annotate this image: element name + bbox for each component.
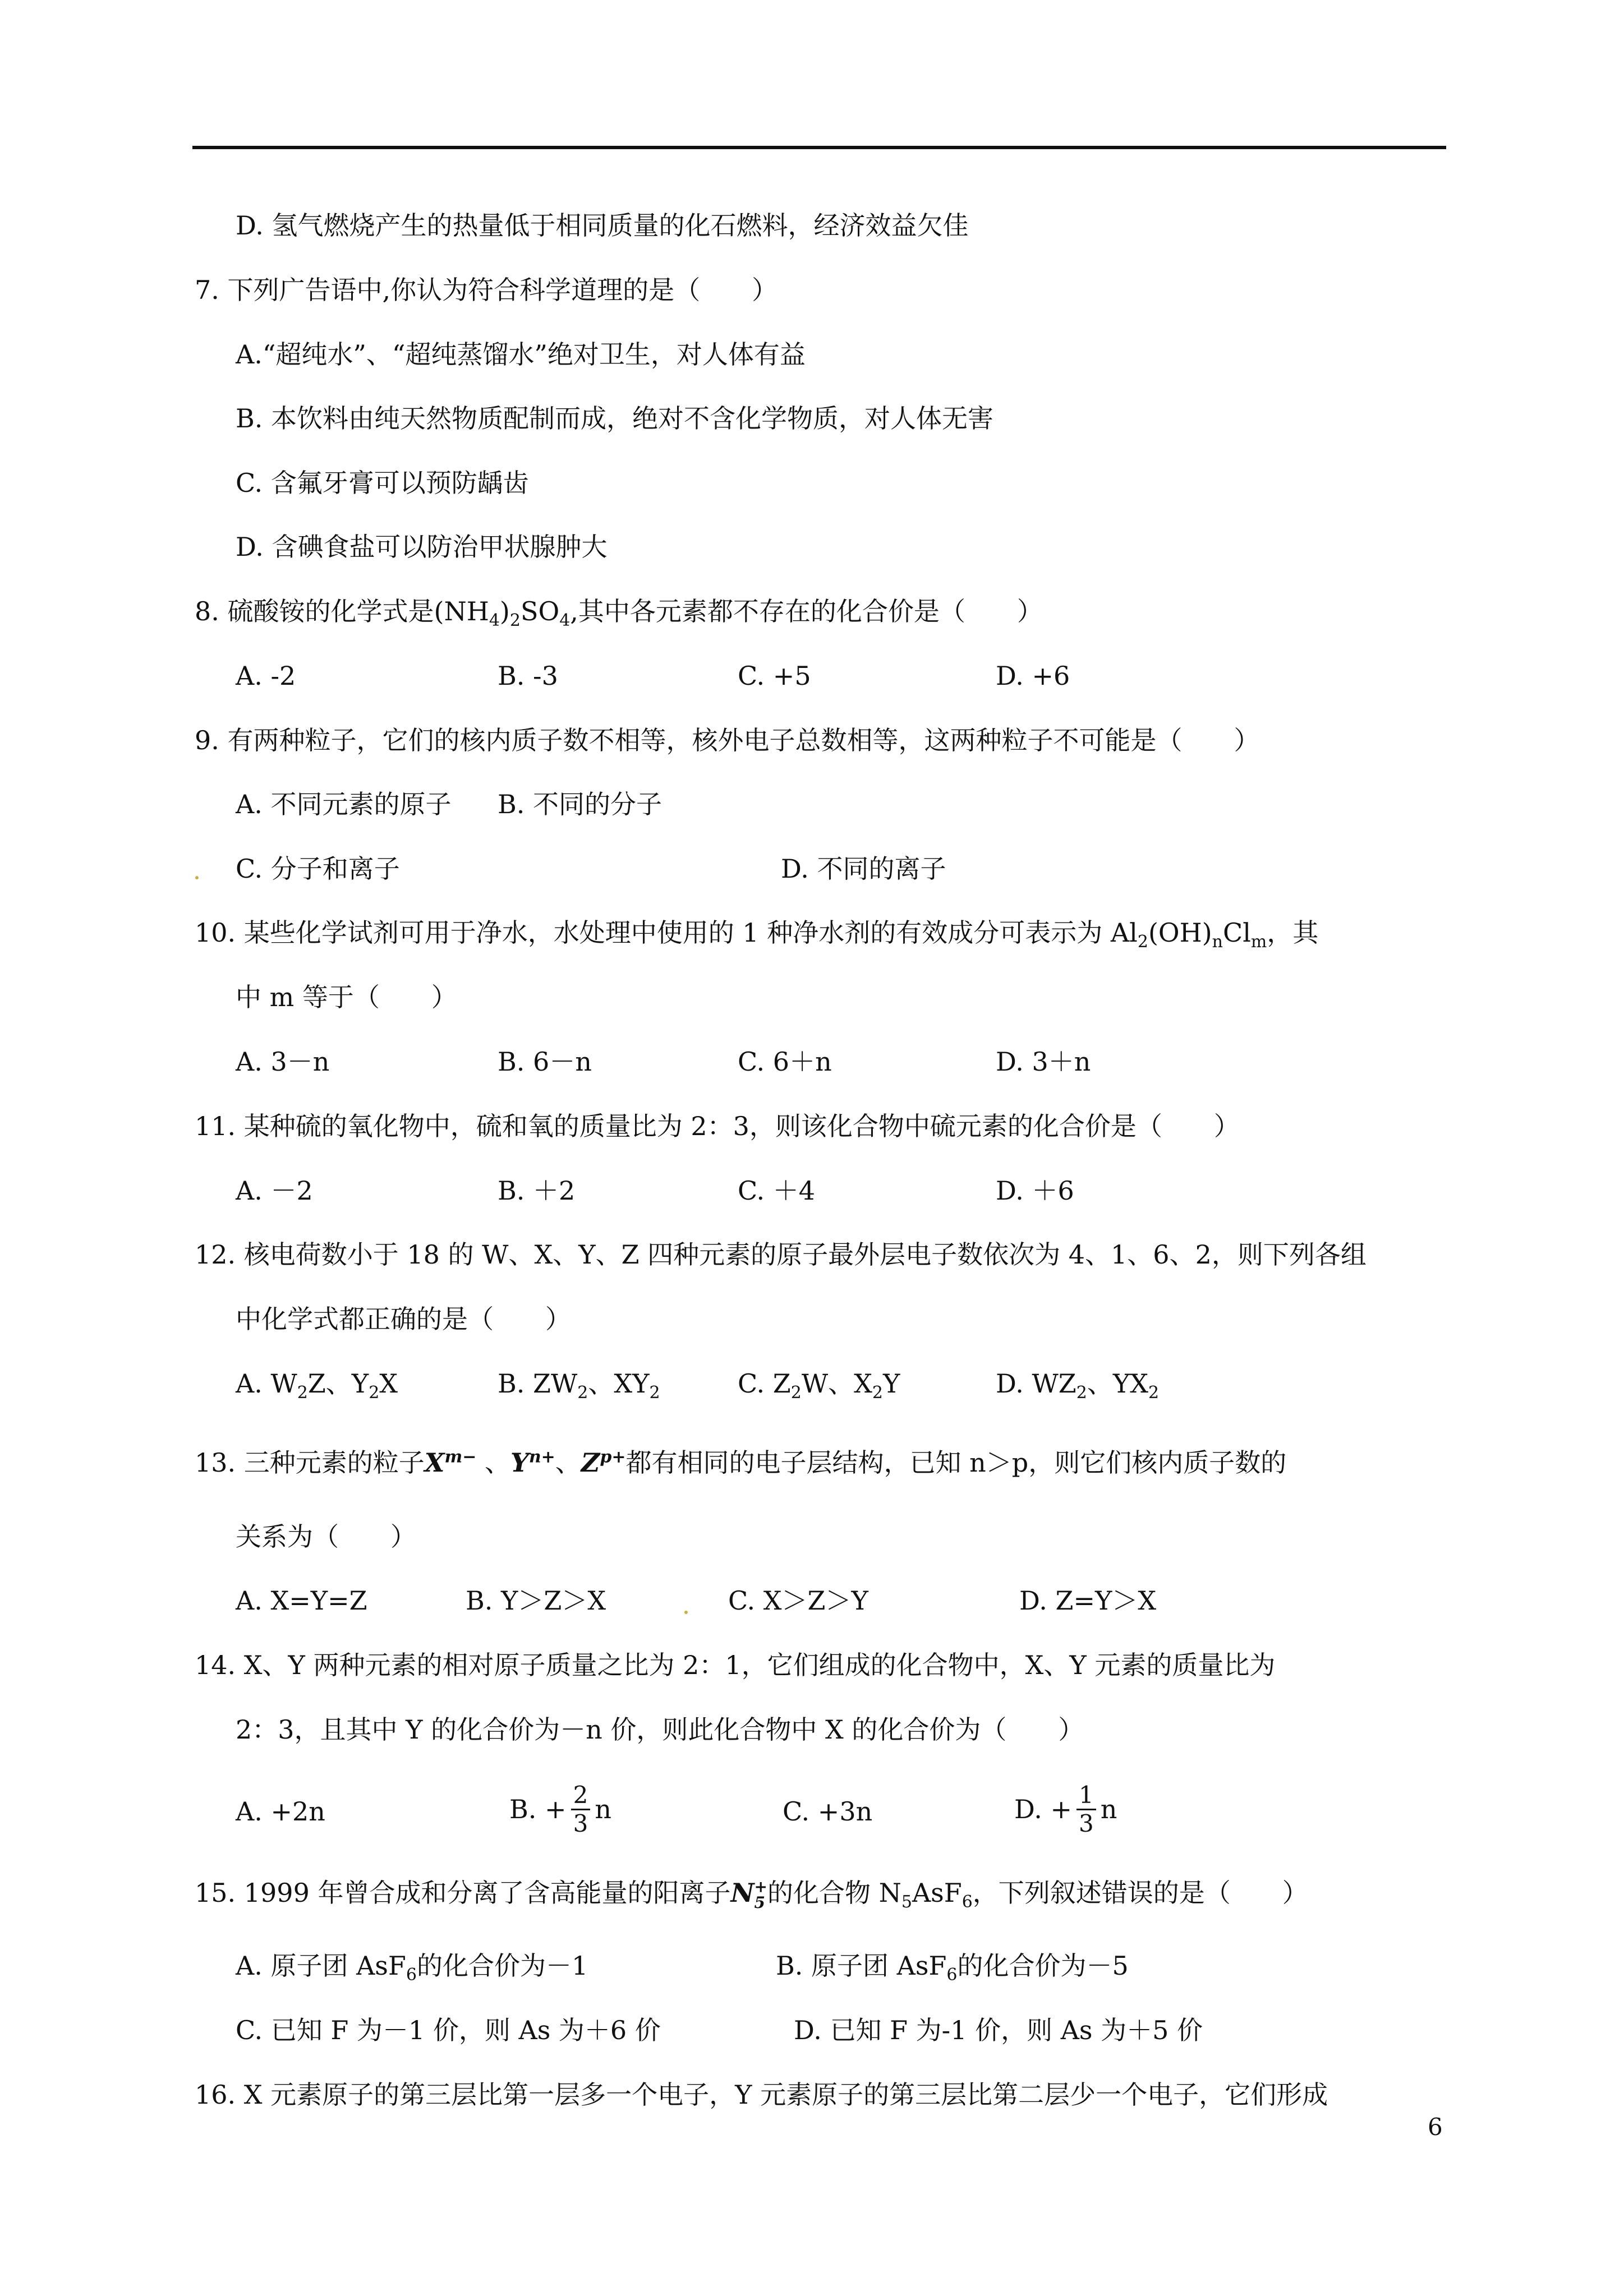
- q12-option-b: B. $ZW_2$、$XY_2$: [498, 1368, 660, 1403]
- q7-option-b: B. 本饮料由纯天然物质配制而成，绝对不含化学物质，对人体无害: [236, 403, 994, 434]
- q9-stem: 9. 有两种粒子，它们的核内质子数不相等，核外电子总数相等，这两种粒子不可能是（ ）: [195, 725, 1260, 755]
- q15-option-a: A. 原子团 AsF$_6$的化合价为－1: [236, 1951, 588, 1985]
- q13-stem-cont: 关系为（ ）: [236, 1522, 416, 1552]
- speck: [684, 1611, 688, 1614]
- q15-option-c: C. 已知 F 为－1 价，则 As 为＋6 价: [236, 2015, 661, 2045]
- ion-n5: N: [730, 1878, 755, 1908]
- q14-stem: 14. X、Y 两种元素的相对原子质量之比为 2：1，它们组成的化合物中，X、Y 元素的质量比为: [195, 1650, 1276, 1680]
- q10-option-c: C. 6＋n: [738, 1046, 832, 1077]
- ion-y: Y: [510, 1447, 529, 1478]
- q15-option-b: B. 原子团 AsF$_6$的化合价为－5: [776, 1951, 1129, 1985]
- q11-stem: 11. 某种硫的氧化物中，硫和氧的质量比为 2：3，则该化合物中硫元素的化合价是（ ）: [195, 1111, 1240, 1141]
- page-number: 6: [1428, 2113, 1443, 2141]
- q12-stem: 12. 核电荷数小于 18 的 W、X、Y、Z 四种元素的原子最外层电子数依次为 4、1、6、2，则下列各组: [195, 1239, 1367, 1270]
- q8-option-a: A. -2: [236, 661, 296, 691]
- speck: [195, 876, 199, 879]
- q10-stem-cont: 中 m 等于（ ）: [236, 982, 457, 1012]
- q6-option-d: D. 氢气燃烧产生的热量低于相同质量的化石燃料，经济效益欠佳: [236, 210, 969, 241]
- q9-option-a: A. 不同元素的原子: [236, 789, 452, 819]
- q7-option-d: D. 含碘食盐可以防治甲状腺肿大: [236, 532, 608, 562]
- ion-z: Z: [581, 1447, 600, 1478]
- q7-option-a: A.“超纯水”、“超纯蒸馏水”绝对卫生，对人体有益: [236, 339, 806, 370]
- q11-option-c: C. ＋4: [738, 1175, 816, 1206]
- q7-option-c: C. 含氟牙膏可以预防龋齿: [236, 468, 529, 498]
- q14-option-a: A. +2n: [236, 1796, 325, 1827]
- q9-option-b: B. 不同的分子: [498, 789, 663, 819]
- q14-option-b: B. + $\frac{2}{3}$ n: [509, 1781, 611, 1837]
- q14-option-c: C. +3n: [783, 1796, 873, 1827]
- q8-option-d: D. +6: [996, 661, 1070, 691]
- q11-option-a: A. －2: [236, 1175, 313, 1206]
- q8-stem: 8. 硫酸铵的化学式是$(NH_4)_2SO_4$,其中各元素都不存在的化合价是（ ）: [195, 596, 1043, 631]
- q10-option-d: D. 3＋n: [996, 1046, 1091, 1077]
- q13-option-d: D. Z=Y＞X: [1019, 1585, 1157, 1616]
- fraction: $\frac{2}{3}$: [571, 1782, 591, 1837]
- q16-stem: 16. X 元素原子的第三层比第一层多一个电子，Y 元素原子的第三层比第二层少一个电子，它们形成: [195, 2080, 1328, 2110]
- q12-stem-cont: 中化学式都正确的是（ ）: [236, 1304, 571, 1334]
- q12-option-d: D. $WZ_2$、$YX_2$: [996, 1368, 1160, 1403]
- q11-option-d: D. ＋6: [996, 1175, 1074, 1206]
- q13-option-c: C. X＞Z＞Y: [728, 1585, 868, 1616]
- q11-option-b: B. ＋2: [498, 1175, 576, 1206]
- q10-option-a: A. 3－n: [236, 1046, 330, 1077]
- q9-option-d: D. 不同的离子: [781, 854, 946, 884]
- q8-option-c: C. +5: [738, 661, 811, 691]
- q13-stem: 13. 三种元素的粒子$X^{m-}$ 、$Y^{n+}$、$Z^{p+}$都有相同的电子层结构，已知 n＞p，则它们核内质子数的: [195, 1447, 1287, 1478]
- q14-option-d: D. + $\frac{1}{3}$ n: [1014, 1781, 1117, 1837]
- q10-stem: 10. 某些化学试剂可用于净水，水处理中使用的 1 种净水剂的有效成分可表示为 $Al_2(OH)_nCl_m$，其: [195, 918, 1319, 952]
- header-rule: [192, 146, 1446, 149]
- q13-option-b: B. Y＞Z＞X: [466, 1585, 606, 1616]
- fraction: $\frac{1}{3}$: [1076, 1782, 1096, 1837]
- q13-option-a: A. X=Y=Z: [236, 1585, 367, 1616]
- q12-option-c: C. $Z_2W$、$X_2Y$: [738, 1368, 900, 1403]
- q15-stem: 15. 1999 年曾合成和分离了含高能量的阳离子N + 5 的化合物 $N_5AsF_6$，下列叙述错误的是（ ）: [195, 1878, 1308, 1912]
- q7-stem: 7. 下列广告语中,你认为符合科学道理的是（ ）: [195, 275, 778, 305]
- ion-x: X: [424, 1447, 445, 1478]
- q10-option-b: B. 6－n: [498, 1046, 592, 1077]
- q12-option-a: A. $W_2Z$、$Y_2X$: [236, 1368, 398, 1403]
- q8-option-b: B. -3: [498, 661, 558, 691]
- q9-option-c: C. 分子和离子: [236, 854, 400, 884]
- q15-option-d: D. 已知 F 为-1 价，则 As 为＋5 价: [794, 2015, 1203, 2045]
- q14-stem-cont: 2：3，且其中 Y 的化合价为－n 价，则此化合物中 X 的化合价为（ ）: [236, 1714, 1084, 1745]
